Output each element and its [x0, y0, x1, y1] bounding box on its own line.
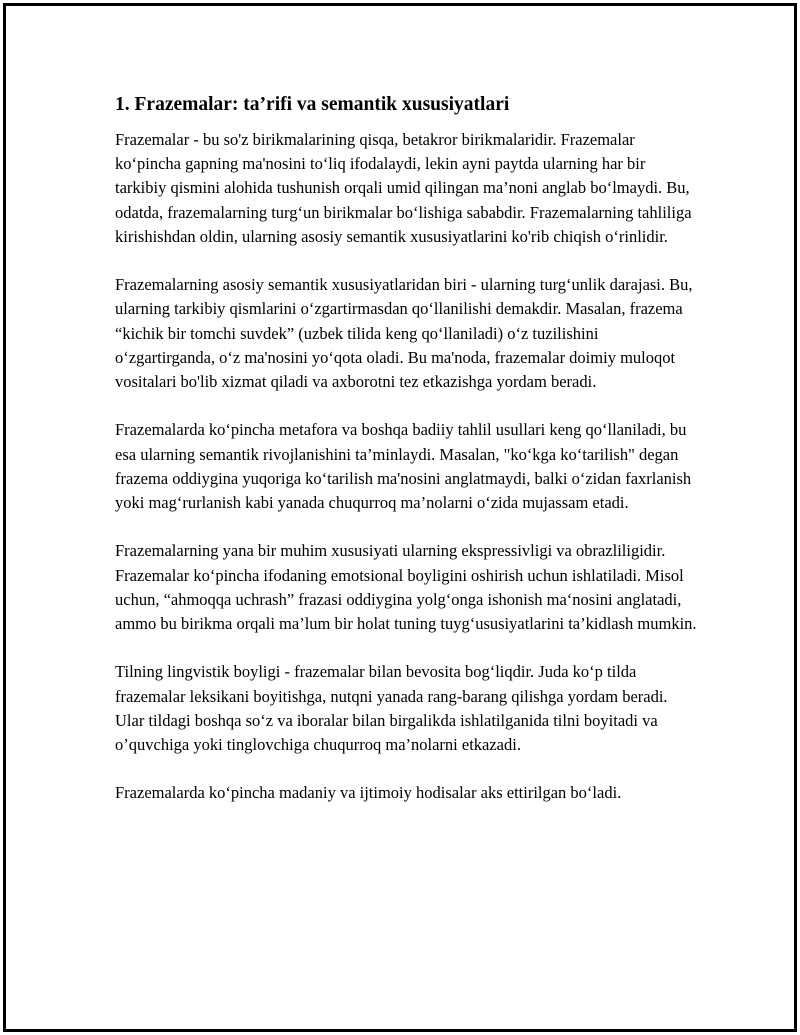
paragraph: Frazemalar - bu so'z birikmalarining qisqa, betakror birikmalaridir. Frazemalar ko‘pincha gapning ma'nosini to‘liq ifodalaydi, lekin ayni paytda ularning har bir tarkibiy qismini alohida tushunish orqali umid qilingan ma’noni anglab bo‘lmaydi. Bu, odatda, frazemalarning turg‘un birikmalar bo‘lishiga sababdir. Frazemalarning tahliliga kirishishdan oldin, ularning asosiy semantik xususiyatlarini ko'rib chiqish o‘rinlidir.	[115, 130, 692, 246]
paragraph: Frazemalarda ko‘pincha metafora va boshqa badiiy tahlil usullari keng qo‘llaniladi, bu esa ularning semantik rivojlanishini ta’minlaydi. Masalan, "ko‘kga ko‘tarilish" degan frazema oddiygina yuqoriga ko‘tarilish ma'nosini anglatmaydi, balki o‘zidan faxrlanish yoki mag‘rurlanish kabi yanada chuqurroq ma’nolarni o‘zida mujassam etadi.	[115, 420, 692, 513]
paragraph: Frazemalarning asosiy semantik xususiyatlaridan biri - ularning turg‘unlik darajasi. Bu, ularning tarkibiy qismlarini o‘zgartirmasdan qo‘llanilishi demakdir. Masalan, frazema “kichik bir tomchi suvdek” (uzbek tilida keng qo‘llaniladi) o‘z tuzilishini o‘zgartirganda, o‘z ma'nosini yo‘qota oladi. Bu ma'noda, frazemalar doimiy muloqot vositalari bo'lib xizmat qiladi va axborotni tez etkazishga yordam beradi.	[115, 275, 693, 392]
paragraph: Frazemalarning yana bir muhim xususiyati ularning ekspressivligi va obrazliligidir. Frazemalar ko‘pincha ifodaning emotsional boyligini oshirish uchun ishlatiladi. Misol uchun, “ahmoqqa uchrash” frazasi oddiygina yolg‘onga ishonish ma‘nosini anglatadi, ammo bu birikma orqali ma’lum bir holat tuning tuyg‘ususiyatlarini ta’kidlash mumkin.	[115, 541, 697, 634]
paragraph: Tilning lingvistik boyligi - frazemalar bilan bevosita bog‘liqdir. Juda ko‘p tilda frazemalar leksikani boyitishga, nutqni yanada rang-barang qilishga yordam beradi. Ular tildagi boshqa so‘z va iboralar bilan birgalikda ishlatilganida tilni boyitadi va o’quvchiga yoki tinglovchiga chuqurroq ma’nolarni etkazadi.	[115, 662, 668, 755]
paragraph: Frazemalarda ko‘pincha madaniy va ijtimoiy hodisalar aks ettirilgan bo‘ladi.	[115, 783, 622, 803]
document-body	[115, 92, 700, 830]
section-heading: 1. Frazemalar: ta’rifi va semantik xususiyatlari	[115, 94, 510, 115]
